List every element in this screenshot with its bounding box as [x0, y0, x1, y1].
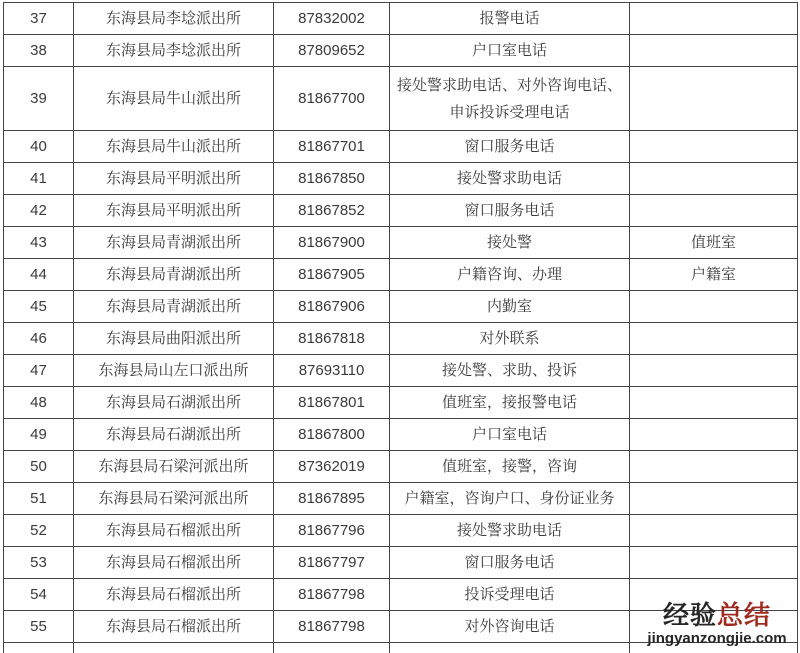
station-cell: 东海县局平明派出所: [74, 195, 274, 227]
phone-cell: 81867796: [274, 515, 390, 547]
phone-cell: 81867801: [274, 387, 390, 419]
purpose-cell: 接处警求助电话: [390, 515, 630, 547]
phone-cell: 87693110: [274, 355, 390, 387]
purpose-cell: 户口室电话: [390, 419, 630, 451]
station-cell: [74, 643, 274, 653]
phone-cell: 87362019: [274, 451, 390, 483]
seq-cell: 44: [4, 259, 74, 291]
phone-cell: 81867797: [274, 547, 390, 579]
table-row: [4, 259, 798, 291]
phone-cell: 87809652: [274, 35, 390, 67]
phone-cell: 81867798: [274, 611, 390, 643]
station-cell: 东海县局石湖派出所: [74, 419, 274, 451]
purpose-cell: 接处警求助电话: [390, 163, 630, 195]
note-cell: [630, 195, 798, 227]
seq-cell: 40: [4, 131, 74, 163]
seq-cell: 54: [4, 579, 74, 611]
station-cell: 东海县局平明派出所: [74, 163, 274, 195]
watermark-brand: [637, 601, 797, 630]
seq-cell: 43: [4, 227, 74, 259]
table-row: [4, 35, 798, 67]
station-cell: 东海县局石湖派出所: [74, 387, 274, 419]
seq-cell: 46: [4, 323, 74, 355]
purpose-cell: 户籍室，咨询户口、身份证业务: [390, 483, 630, 515]
table-row: [4, 419, 798, 451]
note-cell: 户籍室: [630, 259, 798, 291]
table-row: [4, 67, 798, 131]
seq-cell: 48: [4, 387, 74, 419]
watermark-brand-suffix: 总结: [717, 599, 772, 630]
purpose-cell: 窗口服务电话: [390, 131, 630, 163]
station-cell: 东海县局石榴派出所: [74, 611, 274, 643]
station-cell: 东海县局牛山派出所: [74, 131, 274, 163]
seq-cell: 53: [4, 547, 74, 579]
phone-cell: 81867850: [274, 163, 390, 195]
station-cell: 东海县局山左口派出所: [74, 355, 274, 387]
purpose-cell: 户籍咨询、办理: [390, 259, 630, 291]
purpose-cell: 值班室，接报警电话: [390, 387, 630, 419]
purpose-cell: 值班室，接警，咨询: [390, 451, 630, 483]
station-cell: 东海县局李埝派出所: [74, 35, 274, 67]
table-row: [4, 227, 798, 259]
station-cell: 东海县局李埝派出所: [74, 3, 274, 35]
seq-cell: 49: [4, 419, 74, 451]
table-row: [4, 291, 798, 323]
seq-cell: 55: [4, 611, 74, 643]
purpose-cell: 接处警: [390, 227, 630, 259]
note-cell: [630, 291, 798, 323]
seq-cell: 41: [4, 163, 74, 195]
table-row: [4, 483, 798, 515]
station-cell: 东海县局石榴派出所: [74, 515, 274, 547]
seq-cell: 37: [4, 3, 74, 35]
station-cell: 东海县局石梁河派出所: [74, 483, 274, 515]
note-cell: [630, 323, 798, 355]
watermark-site: jingyanzongjie.com: [647, 629, 787, 647]
phone-table-body: [4, 3, 798, 653]
seq-cell: 45: [4, 291, 74, 323]
note-cell: [630, 35, 798, 67]
note-cell: [630, 419, 798, 451]
seq-cell: 52: [4, 515, 74, 547]
station-cell: 东海县局青湖派出所: [74, 291, 274, 323]
phone-cell: 81867818: [274, 323, 390, 355]
purpose-cell: [390, 643, 630, 653]
table-row: [4, 3, 798, 35]
table-row: [4, 195, 798, 227]
phone-cell: [274, 643, 390, 653]
phone-cell: 81867895: [274, 483, 390, 515]
table-row: [4, 515, 798, 547]
watermark-brand-prefix: 经验: [662, 599, 717, 630]
purpose-cell: 对外联系: [390, 323, 630, 355]
note-cell: 值班室: [630, 227, 798, 259]
purpose-cell: 报警电话: [390, 3, 630, 35]
seq-cell: 47: [4, 355, 74, 387]
watermark: [637, 601, 797, 647]
phone-cell: 81867798: [274, 579, 390, 611]
note-cell: [630, 67, 798, 131]
station-cell: 东海县局青湖派出所: [74, 259, 274, 291]
seq-cell: 51: [4, 483, 74, 515]
purpose-cell: 户口室电话: [390, 35, 630, 67]
phone-cell: 87832002: [274, 3, 390, 35]
station-cell: 东海县局石梁河派出所: [74, 451, 274, 483]
purpose-cell: 窗口服务电话: [390, 195, 630, 227]
seq-cell: [4, 643, 74, 653]
table-row: [4, 387, 798, 419]
table-row: [4, 355, 798, 387]
station-cell: 东海县局青湖派出所: [74, 227, 274, 259]
note-cell: [630, 547, 798, 579]
note-cell: [630, 163, 798, 195]
note-cell: [630, 131, 798, 163]
table-row: [4, 323, 798, 355]
phone-cell: 81867906: [274, 291, 390, 323]
purpose-cell: 投诉受理电话: [390, 579, 630, 611]
table-row: [4, 451, 798, 483]
table-row: [4, 163, 798, 195]
purpose-cell: 接处警、求助、投诉: [390, 355, 630, 387]
station-cell: 东海县局牛山派出所: [74, 67, 274, 131]
station-cell: 东海县局石榴派出所: [74, 547, 274, 579]
seq-cell: 39: [4, 67, 74, 131]
station-cell: 东海县局曲阳派出所: [74, 323, 274, 355]
purpose-cell: 内勤室: [390, 291, 630, 323]
seq-cell: 42: [4, 195, 74, 227]
purpose-cell: 对外咨询电话: [390, 611, 630, 643]
table-row: [4, 131, 798, 163]
note-cell: [630, 451, 798, 483]
purpose-cell: 窗口服务电话: [390, 547, 630, 579]
phone-cell: 81867900: [274, 227, 390, 259]
note-cell: [630, 3, 798, 35]
seq-cell: 38: [4, 35, 74, 67]
phone-directory-table: [3, 2, 798, 653]
station-cell: 东海县局石榴派出所: [74, 579, 274, 611]
phone-cell: 81867800: [274, 419, 390, 451]
phone-cell: 81867905: [274, 259, 390, 291]
seq-cell: 50: [4, 451, 74, 483]
note-cell: [630, 355, 798, 387]
note-cell: [630, 515, 798, 547]
note-cell: [630, 483, 798, 515]
phone-cell: 81867700: [274, 67, 390, 131]
note-cell: [630, 387, 798, 419]
table-row: [4, 547, 798, 579]
phone-cell: 81867701: [274, 131, 390, 163]
purpose-cell: 接处警求助电话、对外咨询电话、申诉投诉受理电话: [390, 67, 630, 131]
phone-cell: 81867852: [274, 195, 390, 227]
